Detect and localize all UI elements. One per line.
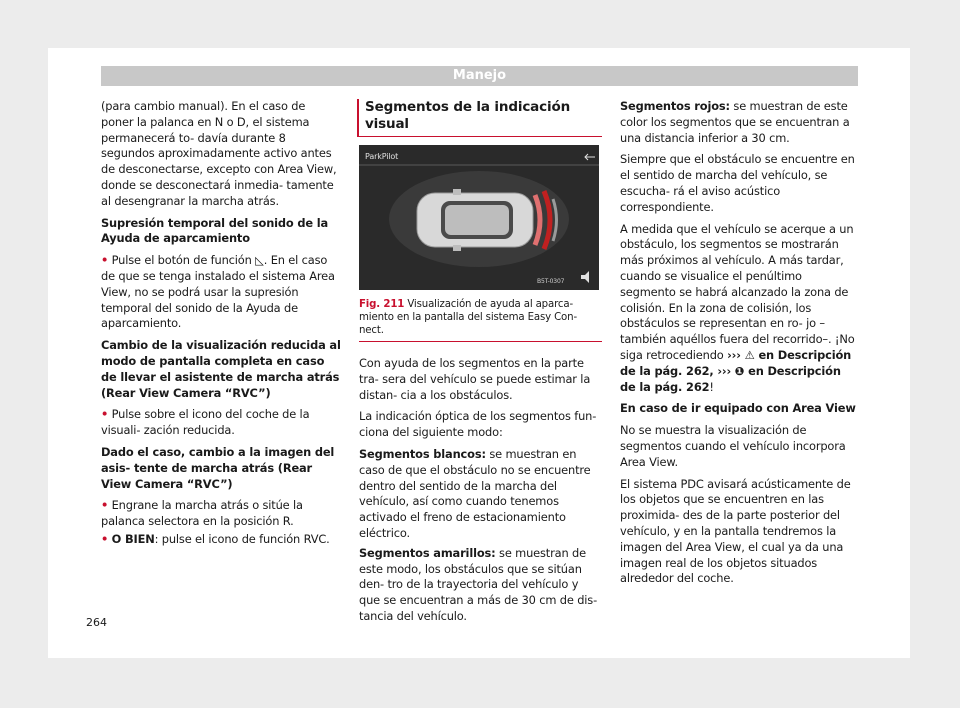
- definition-item: Segmentos amarillos: se muestran de este modo, los obstáculos que se sitúan den- tro de la trayectoria del vehículo y que se encuentran a más de 30 cm de dis- tancia del vehículo.: [359, 545, 598, 623]
- page-number: 264: [86, 616, 107, 629]
- column-right: [620, 99, 860, 593]
- definition-item: Segmentos rojos: se muestran de este color los segmentos que se encuentran a una distancia inferior a 30 cm.: [620, 99, 850, 145]
- bullet-icon: •: [101, 407, 109, 422]
- column-middle: [359, 99, 602, 629]
- figure-caption: Fig. 211 Visualización de ayuda al aparca- miento en la pantalla del sistema Easy Con- nect.: [359, 299, 577, 336]
- car-icon: [417, 189, 533, 251]
- parking-figure: [359, 145, 599, 290]
- section-title: Segmentos de la indicación visual: [357, 99, 602, 137]
- subheading: En caso de ir equipado con Area View: [620, 401, 856, 416]
- paragraph: El sistema PDC avisará acústicamente de los objetos que se encuentren en las proximida- des de la parte posterior del vehículo, y en la pantalla tendremos la imagen del Area View, el cual ya da una imagen real de los objetos situados alrededor del coche.: [620, 476, 851, 586]
- bullet-item: • O BIEN: pulse el icono de función RVC.: [101, 531, 330, 546]
- screen-label: ParkPilot: [365, 152, 399, 161]
- subheading: Supresión temporal del sonido de la Ayuda de aparcamiento: [101, 215, 329, 246]
- subheading: Dado el caso, cambio a la imagen del asis- tente de marcha atrás (Rear View Camera “RVC”): [101, 444, 335, 491]
- page-header: Manejo: [101, 66, 858, 86]
- definition-item: Segmentos blancos: se muestran en caso de que el obstáculo no se encuentre dentro del sentido de la marcha del vehículo, así como cuando tenemos activado el freno de estacionamiento eléctrico.: [359, 446, 591, 540]
- bullet-item: • Engrane la marcha atrás o sitúe la palanca selectora en la posición R.: [101, 498, 303, 529]
- bullet-icon: •: [101, 498, 109, 513]
- bullet-item: • Pulse el botón de función ◺. En el caso de que se tenga instalado el sistema Area View, no se podrá usar la supresión temporal del sonido de la Ayuda de aparcamiento.: [101, 253, 335, 331]
- paragraph: (para cambio manual). En el caso de poner la palanca en N o D, el sistema permanecerá to- davía durante 8 segundos aproximadamente activo antes de desconectarse, excepto con Area View, donde se desconectará inmedia- tamente al desengranar la marcha atrás.: [101, 99, 337, 208]
- paragraph: No se muestra la visualización de segmentos cuando el vehículo incorpora Area View.: [620, 423, 846, 469]
- bullet-icon: •: [101, 253, 109, 268]
- column-left: [101, 99, 341, 554]
- subheading: Cambio de la visualización reducida al modo de pantalla completa en caso de llevar el asistente de marcha atrás (Rear View Camera “RVC”): [101, 338, 341, 400]
- cross-reference-link[interactable]: ››› ⚠ en Descripción de la pág. 262, ››› ❶ en Descripción de la pág. 262: [620, 347, 852, 394]
- parkpilot-screen-illustration: [359, 145, 599, 290]
- paragraph: Con ayuda de los segmentos en la parte tra- sera del vehículo se puede estimar la distan- cia a los obstáculos.: [359, 356, 591, 402]
- divider: [359, 341, 602, 342]
- bullet-item: • Pulse sobre el icono del coche de la visuali- zación reducida.: [101, 407, 310, 438]
- paragraph: Siempre que el obstáculo se encuentre en el sentido de marcha del vehículo, se escucha- rá el aviso acústico correspondiente.: [620, 152, 855, 214]
- figure-code: B5T-0307: [537, 278, 565, 285]
- bullet-icon: •: [101, 531, 109, 546]
- paragraph: La indicación óptica de los segmentos fun- ciona del siguiente modo:: [359, 409, 597, 440]
- paragraph: A medida que el vehículo se acerque a un obstáculo, los segmentos se mostrarán más próximos al vehículo. A más tardar, cuando se visualice el penúltimo segmento se habrá alcanzado la zona de colisión. En la zona de colisión, los obstáculos se representan en ro- jo –también aquéllos fuera del recorrido–. ¡No siga retrocediendo ››› ⚠ en Descripción de la pág. 262, ››› ❶ en Descripción de la pág. 262!: [620, 221, 855, 394]
